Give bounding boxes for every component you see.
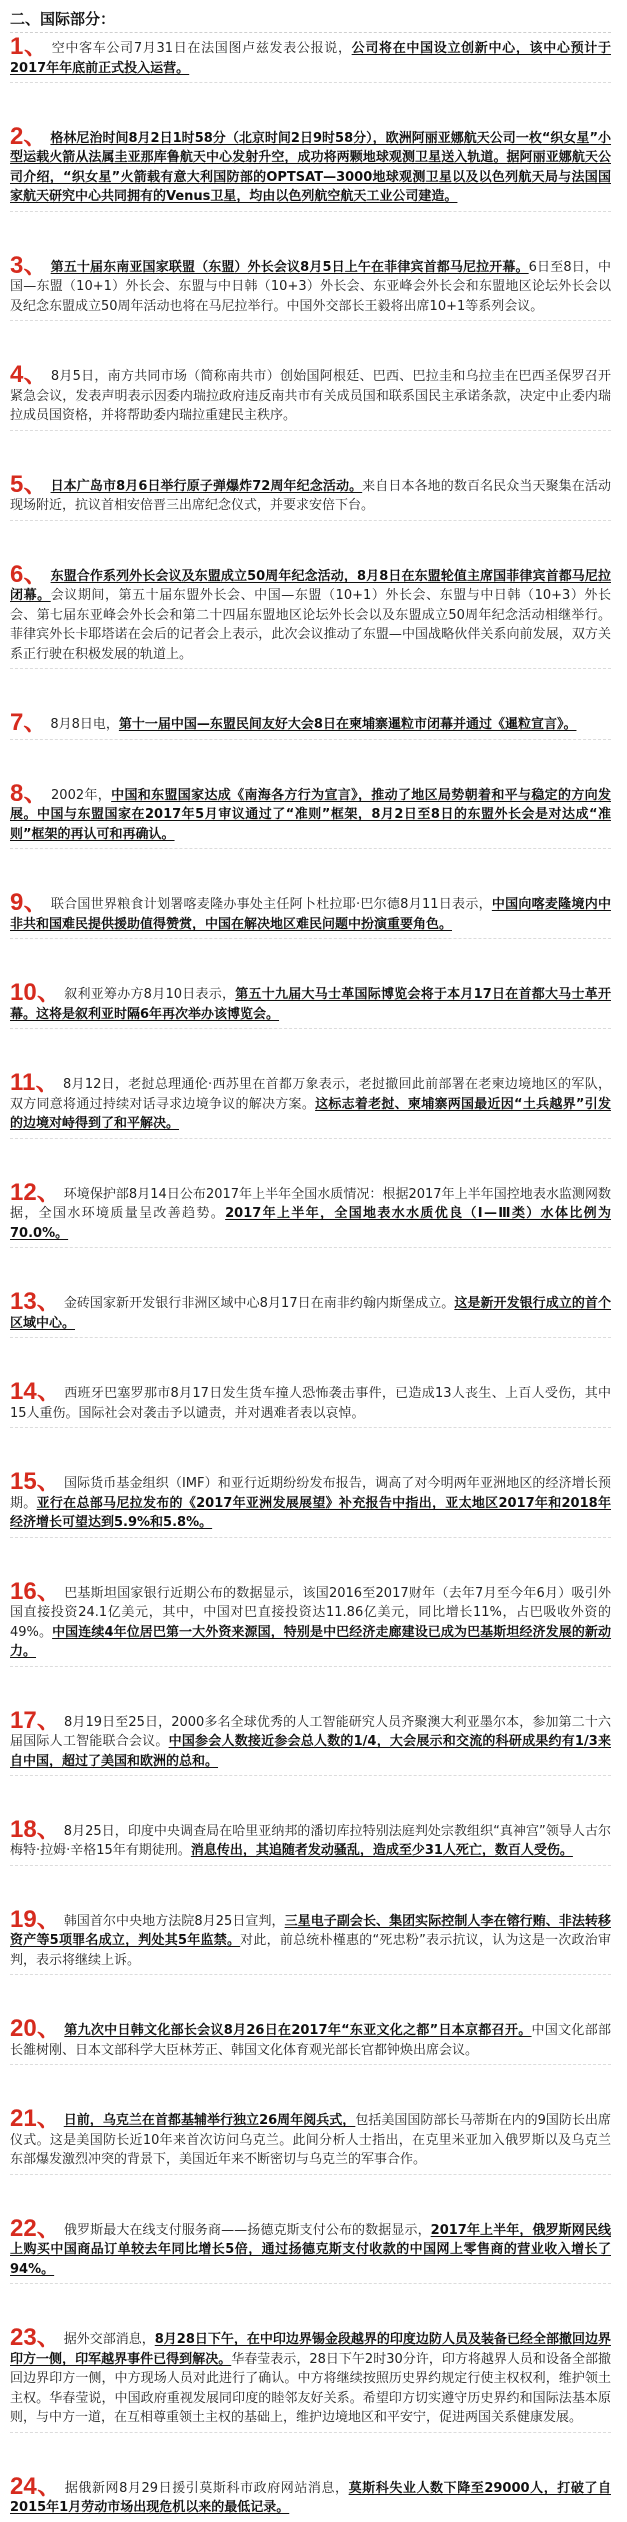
- item-number: 22、: [10, 2214, 61, 2242]
- news-item: [10, 2015, 611, 2065]
- item-text-emphasis: 2017年上半年，全国地表水水质优良（Ⅰ—Ⅲ类）水体比例为70.0%。: [10, 1206, 611, 1241]
- news-item: [10, 470, 611, 521]
- news-item: [10, 709, 611, 740]
- item-text: 国际货币基金组织（IMF）和亚行近期纷纷发布报告，调高了对今明两年亚洲地区的经济增长预期。: [10, 1476, 612, 1511]
- news-item: [10, 2105, 612, 2175]
- item-text: 包括美国国防部长马蒂斯在内的9国防长出席仪式。这是美国防长近10年来首次访问乌克兰。此间分析人士指出，在克里米亚加入俄罗斯以及乌克兰东部爆发激烈冲突的背景下，美国近年来不断密切与乌克兰的军事合作。: [10, 2113, 612, 2168]
- item-text: 据俄新网8月29日援引莫斯科市政府网站消息，: [64, 2480, 349, 2496]
- news-item: [10, 560, 611, 670]
- item-number: 18、: [10, 1815, 61, 1843]
- item-text-emphasis: 东盟合作系列外长会议及东盟成立50周年纪念活动，8月8日在东盟轮值主席国菲律宾首都马尼拉闭幕。: [10, 568, 611, 604]
- item-text: 俄罗斯最大在线支付服务商——扬德克斯支付公布的数据显示，: [63, 2222, 431, 2238]
- item-text-emphasis: 第十一届中国—东盟民间友好大会8日在柬埔寨暹粒市闭幕并通过《暹粒宣言》。: [118, 717, 577, 733]
- news-item: [10, 2214, 611, 2285]
- news-item: [10, 979, 611, 1029]
- news-item: [10, 1468, 612, 1538]
- item-text: 8月5日，南方共同市场（简称南共市）创始国阿根廷、巴西、巴拉圭和乌拉圭在巴西圣保罗召开紧急会议，发表声明表示因委内瑞拉政府违反南共市有关成员国和联系国民主承诺条款，决定中止委内瑞拉成员国资格，并将帮助委内瑞拉重建民主秩序。: [10, 369, 611, 424]
- item-text: 8月19日至25日，2000多名全球优秀的人工智能研究人员齐聚澳大利亚墨尔本，参加第二十六届国际人工智能联合会议。: [10, 1714, 611, 1749]
- item-text-emphasis: 消息传出，其追随者发动骚乱，造成至少31人死亡，数百人受伤。: [190, 1843, 573, 1859]
- item-number: 13、: [10, 1288, 61, 1316]
- item-number: 2、: [10, 122, 48, 150]
- item-text: 韩国首尔中央地方法院8月25日宣判，: [63, 1913, 285, 1929]
- item-text-emphasis: 中国连续4年位居巴第一大外资来源国，特别是中巴经济走廊建设已成为巴基斯坦经济发展的新动力。: [10, 1624, 612, 1660]
- item-number: 7、: [10, 709, 48, 737]
- item-text-emphasis: 莫斯科失业人数下降至29000人，打破了自2015年1月劳动市场出现危机以来的最低记录。: [10, 2480, 611, 2516]
- news-item: [10, 2472, 611, 2522]
- item-number: 5、: [10, 470, 48, 498]
- item-number: 14、: [10, 1378, 62, 1406]
- news-item: [10, 1378, 611, 1428]
- item-text: 金砖国家新开发银行非洲区域中心8月17日在南非约翰内斯堡成立。: [63, 1296, 455, 1312]
- item-number: 9、: [10, 889, 48, 917]
- news-item: [10, 889, 611, 939]
- item-text: 8月12日，老挝总理通伦·西苏里在首都万象表示，老挝撤回此前部署在老柬边境地区的军队，双方同意将通过持续对话寻求边境争议的解决方案。: [10, 1077, 611, 1112]
- item-number: 10、: [10, 979, 62, 1007]
- item-text: 8月8日电，: [50, 717, 119, 733]
- item-number: 12、: [10, 1178, 61, 1206]
- news-item: [10, 1069, 611, 1139]
- item-number: 24、: [10, 2472, 62, 2500]
- item-text: 叙利亚筹办方8月10日表示，: [64, 987, 236, 1003]
- news-item: [10, 361, 611, 431]
- item-text: 联合国世界粮食计划署喀麦隆办事处主任阿卜杜拉耶·巴尔德8月11日表示，: [50, 897, 492, 913]
- item-text: 2002年，: [51, 787, 112, 803]
- news-list: [10, 33, 612, 2522]
- item-text-emphasis: 第五十届东南亚国家联盟（东盟）外长会议8月5日上午在菲律宾首都马尼拉开幕。: [50, 259, 529, 275]
- item-text-emphasis: 三星电子副会长、集团实际控制人李在镕行贿、非法转移资产等5项罪名成立，判处其5年监禁。: [10, 1913, 611, 1949]
- item-text: 对此，前总统朴槿惠的“死忠粉”表示抗议，认为这是一次政治审判，表示将继续上诉。: [10, 1933, 611, 1968]
- item-text-emphasis: 亚行在总部马尼拉发布的《2017年亚洲发展展望》补充报告中指出，亚太地区2017年和2018年经济增长可望达到5.9%和5.8%。: [10, 1495, 611, 1531]
- item-number: 20、: [10, 2015, 62, 2043]
- item-number: 19、: [10, 1905, 61, 1933]
- news-item: [10, 251, 611, 322]
- item-text: 中国文化部部长雒树刚、日本文部科学大臣林芳正、韩国文化体育观光部长官都钟焕出席会议。: [10, 2023, 611, 2058]
- item-number: 6、: [10, 560, 48, 588]
- item-text: 巴基斯坦国家银行近期公布的数据显示，该国2016至2017财年（去年7月至今年6月）吸引外国直接投资24.1亿美元，其中，中国对巴直接投资达11.86亿美元，同比增长11%，占巴吸收外资的49%。: [10, 1585, 611, 1640]
- item-text: 6日至8日，中国—东盟（10+1）外长会、东盟与中日韩（10+3）外长会、东亚峰会外长会和东盟地区论坛外长会以及纪念东盟成立50周年活动也将在马尼拉举行。中国外交部长王毅将出席10+1等系列会议。: [10, 259, 611, 314]
- item-text: 会议期间，第五十届东盟外长会、中国—东盟（10+1）外长会、东盟与中日韩（10+3）外长会、第七届东亚峰会外长会和第二十四届东盟地区论坛外长会以及东盟成立50周年纪念活动相继举行。菲律宾外长卡耶塔诺在会后的记者会上表示，此次会议推动了东盟—中国战略伙伴关系向前发展，双方关系正行驶在积极发展的轨道上。: [10, 588, 611, 662]
- item-text-emphasis: 公司将在中国设立创新中心，该中心预计于2017年年底前正式投入运营。: [10, 41, 611, 76]
- item-number: 16、: [10, 1577, 62, 1605]
- news-item: [10, 33, 611, 83]
- item-text: 来自日本各地的数百名民众当天聚集在活动现场附近，抗议首相安倍晋三出席纪念仪式，并要求安倍下台。: [10, 478, 611, 514]
- item-text-emphasis: 日本广岛市8月6日举行原子弹爆炸72周年纪念活动。: [50, 478, 363, 494]
- item-text-emphasis: 日前，乌克兰在首都基辅举行独立26周年阅兵式，: [63, 2113, 356, 2129]
- item-text-emphasis: 这是新开发银行成立的首个区域中心。: [10, 1296, 611, 1331]
- news-item: [10, 1178, 611, 1249]
- item-text-emphasis: 第五十九届大马士革国际博览会将于本月17日在首都大马士革开幕。这将是叙利亚时隔6年再次举办该博览会。: [10, 987, 611, 1022]
- news-item: [10, 1577, 612, 1667]
- item-text: 环境保护部8月14日公布2017年上半年全国水质情况：根据2017年上半年国控地表水监测网数据，全国水环境质量呈改善趋势。: [10, 1186, 611, 1222]
- item-number: 3、: [10, 251, 48, 279]
- item-number: 4、: [10, 361, 48, 389]
- item-text: 据外交部消息，: [63, 2332, 155, 2348]
- news-item: [10, 1288, 611, 1338]
- item-text: 国际社会对袭击予以谴责，并对遇难者表以哀悼。: [78, 1405, 365, 1421]
- item-number: 21、: [10, 2105, 61, 2133]
- item-number: 23、: [10, 2324, 61, 2352]
- item-text: 西班牙巴塞罗那市8月17日发生货车撞人恐怖袭击事件，已造成13人丧生、上百人受伤，其中15人重伤。: [10, 1386, 611, 1421]
- item-number: 17、: [10, 1706, 61, 1734]
- item-text: 空中客车公司7月31日在法国图卢兹发表公报说，: [51, 41, 352, 56]
- news-item: [10, 1706, 611, 1777]
- item-number: 11、: [10, 1069, 60, 1097]
- item-number: 8、: [10, 779, 49, 807]
- news-item: [10, 122, 612, 212]
- news-item: [10, 779, 611, 850]
- item-text-emphasis: 2017年上半年，俄罗斯网民线上购买中国商品订单较去年同比增长5倍，通过扬德克斯支付收款的中国网上零售商的营业收入增长了94%。: [10, 2222, 611, 2277]
- item-text: 8月25日，印度中央调查局在哈里亚纳邦的潘切库拉特别法庭判处宗教组织“真神宫”领导人古尔梅特·拉姆·辛格15年有期徒刑。: [10, 1823, 611, 1859]
- item-text-emphasis: 格林尼治时间8月2日1时58分（北京时间2日9时58分），欧洲阿丽亚娜航天公司一枚“织女星”小型运载火箭从法属圭亚那库鲁航天中心发射升空，成功将两颗地球观测卫星送入轨道。据阿丽亚娜航天公司介绍，“织女星”火箭载有意大利国防部的OPTSAT—3000地球观测卫星以及以色列航天局与法国国家航天研究中心共同拥有的Venus卫星，均由以色列航空航天工业公司建造。: [10, 130, 612, 205]
- item-text: 华春莹表示，28日下午2时30分许，印方将越界人员和设备全部撤回边界印方一侧，中方现场人员对此进行了确认。中方将继续按照历史界约规定行使主权权利，维护领土主权。华春莹说，中国政府重视发展同印度的睦邻友好关系。希望印方切实遵守历史界约和国际法基本原则，与中方一道，在互相尊重领土主权的基础上，维护边境地区和平安宁，促进两国关系健康发展。: [10, 2351, 611, 2426]
- news-item: [10, 2324, 611, 2433]
- item-number: 15、: [10, 1468, 61, 1496]
- item-number: 1、: [10, 33, 49, 60]
- news-item: [10, 1905, 611, 1976]
- item-text-emphasis: 第九次中日韩文化部长会议8月26日在2017年“东亚文化之都”日本京都召开。: [64, 2023, 532, 2039]
- item-text-emphasis: 中国向喀麦隆境内中非共和国难民提供援助值得赞赏，中国在解决地区难民问题中扮演重要角色。: [10, 897, 611, 932]
- section-title: 二、国际部分：: [10, 6, 611, 33]
- news-item: [10, 1815, 611, 1866]
- item-text-emphasis: 8月28日下午，在中印边界锡金段越界的印度边防人员及装备已经全部撤回边界印方一侧，印军越界事件已得到解决。: [10, 2332, 611, 2367]
- item-text-emphasis: 这标志着老挝、柬埔寨两国最近因“土兵越界”引发的边境对峙得到了和平解决。: [10, 1096, 611, 1132]
- item-text-emphasis: 中国参会人数接近参会总人数的1/4，大会展示和交流的科研成果约有1/3来自中国，超过了美国和欧洲的总和。: [10, 1734, 611, 1769]
- item-text-emphasis: 中国和东盟国家达成《南海各方行为宣言》，推动了地区局势朝着和平与稳定的方向发展。中国与东盟国家在2017年5月审议通过了“准则”框架，8月2日至8日的东盟外长会是对达成“准则”框架的再认可和再确认。: [10, 787, 611, 842]
